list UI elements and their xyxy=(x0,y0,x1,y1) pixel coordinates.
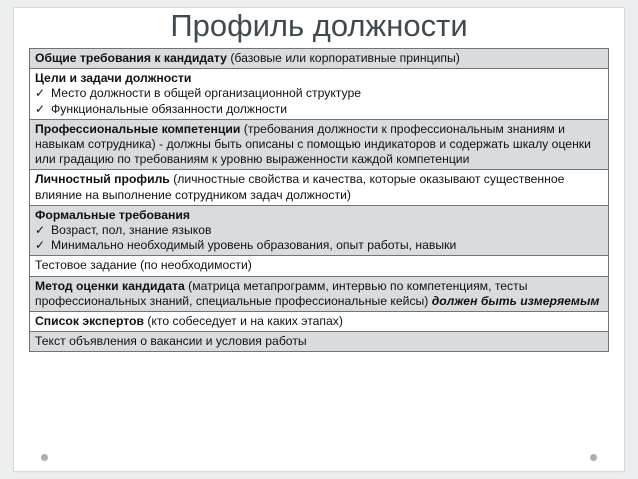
page-title: Профиль должности xyxy=(170,8,468,43)
table-row xyxy=(29,69,609,120)
row-emphasis: должен быть измеряемым xyxy=(431,293,600,308)
row-text: Текст объявления о вакансии и условия работы xyxy=(35,334,307,349)
row-heading: Формальные требования xyxy=(35,207,191,222)
row-heading: Профессиональные компетенции xyxy=(35,121,241,136)
row-heading: Цели и задачи должности xyxy=(35,71,192,86)
row-heading: Метод оценки кандидата xyxy=(35,278,185,293)
slide-corner-dot xyxy=(590,454,597,461)
row-text: (личностные свойства и качества, которые оказывают существенное влияние на выполнение сотрудником задач должности) xyxy=(35,172,565,202)
table-row xyxy=(29,206,609,257)
check-icon: ✓ xyxy=(35,238,46,253)
table-row xyxy=(29,277,609,312)
check-icon: ✓ xyxy=(35,86,46,101)
table-row xyxy=(29,332,609,352)
row-text: (требования должности к профессиональным знаниям и навыкам сотрудника) - должны быть описаны с помощью индикаторов и содержать шкалу оценки или градацию по требованиям к уровню выраженности каждой компетенции xyxy=(35,121,591,167)
row-heading: Общие требования к кандидату xyxy=(35,51,227,65)
row-text: Тестовое задание (по необходимости) xyxy=(35,258,252,273)
row-text: (кто собеседует и на каких этапах) xyxy=(143,314,343,329)
list-item: ✓ Функциональные обязанности должности xyxy=(35,101,288,116)
list-item: ✓ Возраст, пол, знание языков xyxy=(35,223,212,238)
check-icon: ✓ xyxy=(35,223,46,238)
row-heading: Личностный профиль xyxy=(35,172,170,187)
row-heading: Список экспертов xyxy=(35,314,144,329)
table-row xyxy=(29,312,609,332)
table-row xyxy=(29,120,609,171)
profile-table xyxy=(29,48,609,352)
table-row xyxy=(29,256,609,276)
list-item: ✓ Минимально необходимый уровень образования, опыт работы, навыки xyxy=(35,238,457,253)
check-icon: ✓ xyxy=(35,101,46,116)
table-row xyxy=(29,49,609,69)
row-text: (матрица метапрограмм, интервью по компетенциям, тесты профессиональных знаний, специальные профессиональные кейсы) xyxy=(35,278,528,308)
list-item: ✓ Место должности в общей организационной структуре xyxy=(35,86,362,101)
table-row xyxy=(29,170,609,205)
row-text: (базовые или корпоративные принципы) xyxy=(226,51,460,65)
slide-corner-dot xyxy=(41,454,48,461)
